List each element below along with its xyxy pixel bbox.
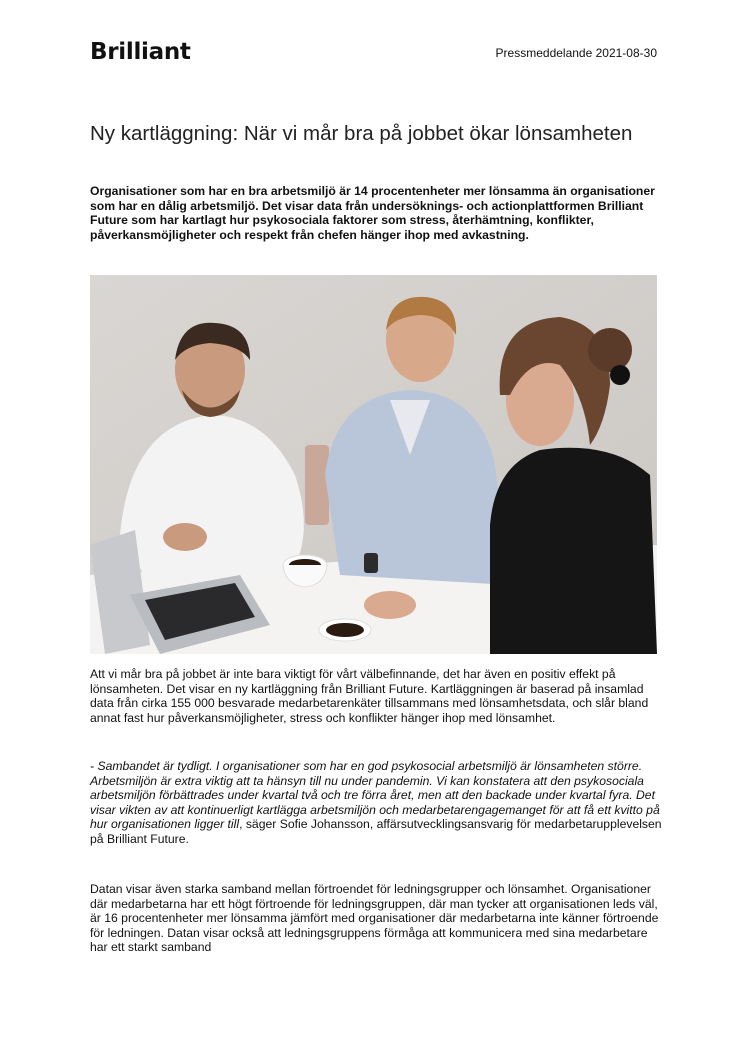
article-photo <box>90 275 657 654</box>
press-release-date: Pressmeddelande 2021-08-30 <box>495 46 657 60</box>
paragraph-intro: Att vi mår bra på jobbet är inte bara viktigt för vårt välbefinnande, det har även en positiv effekt på lönsamheten. Det visar en ny kartläggning från Brilliant Future. Kartläggningen är baserad på insamlad data från cirka 155 000 besvarade medarbetarenkäter tillsammans med lönsamhetsdata, och slår bland annat fast hur påverkansmöjligheter, stress och konflikter hänger ihop med lönsamhet. <box>90 667 649 725</box>
paragraph-trust: Datan visar även starka samband mellan förtroendet för ledningsgrupper och lönsamhet. Organisationer där medarbetarna har ett högt förtroende för ledningsgruppen, där man tycker att organisationen leds väl, är 16 procentenheter mer lönsamma jämfört med organisationer där medarbetarna inte känner förtroende för ledningen. Datan visar också att ledningsgruppens förmåga att kommunicera med sina medarbetare har ett starkt samband <box>90 882 659 955</box>
quote-text: - Sambandet är tydligt. I organisationer som har en god psykosocial arbetsmiljö är lönsamheten större. Arbetsmiljön är extra viktig att ta hänsyn till nu under pandemin. Vi kan konstatera att den psykosociala arbetsmiljön förbättrades under kvartal två och tre förra året, men att den backade under kvartal fyra. Det visar vikten av att kontinuerligt kartlägga arbetsmiljön och medarbetarengagemanget för att få ett kvitto på hur organisationen ligger till <box>90 759 660 832</box>
quote-attribution: , säger Sofie Johansson, affärsutvecklingsansvarig för medarbetarupplevelsen på Brilliant Future. <box>90 817 662 846</box>
article-lead: Organisationer som har en bra arbetsmiljö är 14 procentenheter mer lönsamma än organisationer som har en dålig arbetsmiljö. Det visar data från undersöknings- och actionplattformen Brilliant Future som har kartlagt hur psykosociala faktorer som stress, återhämtning, konflikter, påverkansmöjligheter och respekt från chefen hänger ihop med avkastning. <box>90 184 655 242</box>
article-title: Ny kartläggning: När vi mår bra på jobbet ökar lönsamheten <box>90 122 633 145</box>
paragraph-quote <box>90 759 662 847</box>
brilliant-logo: Brilliant <box>90 39 191 65</box>
